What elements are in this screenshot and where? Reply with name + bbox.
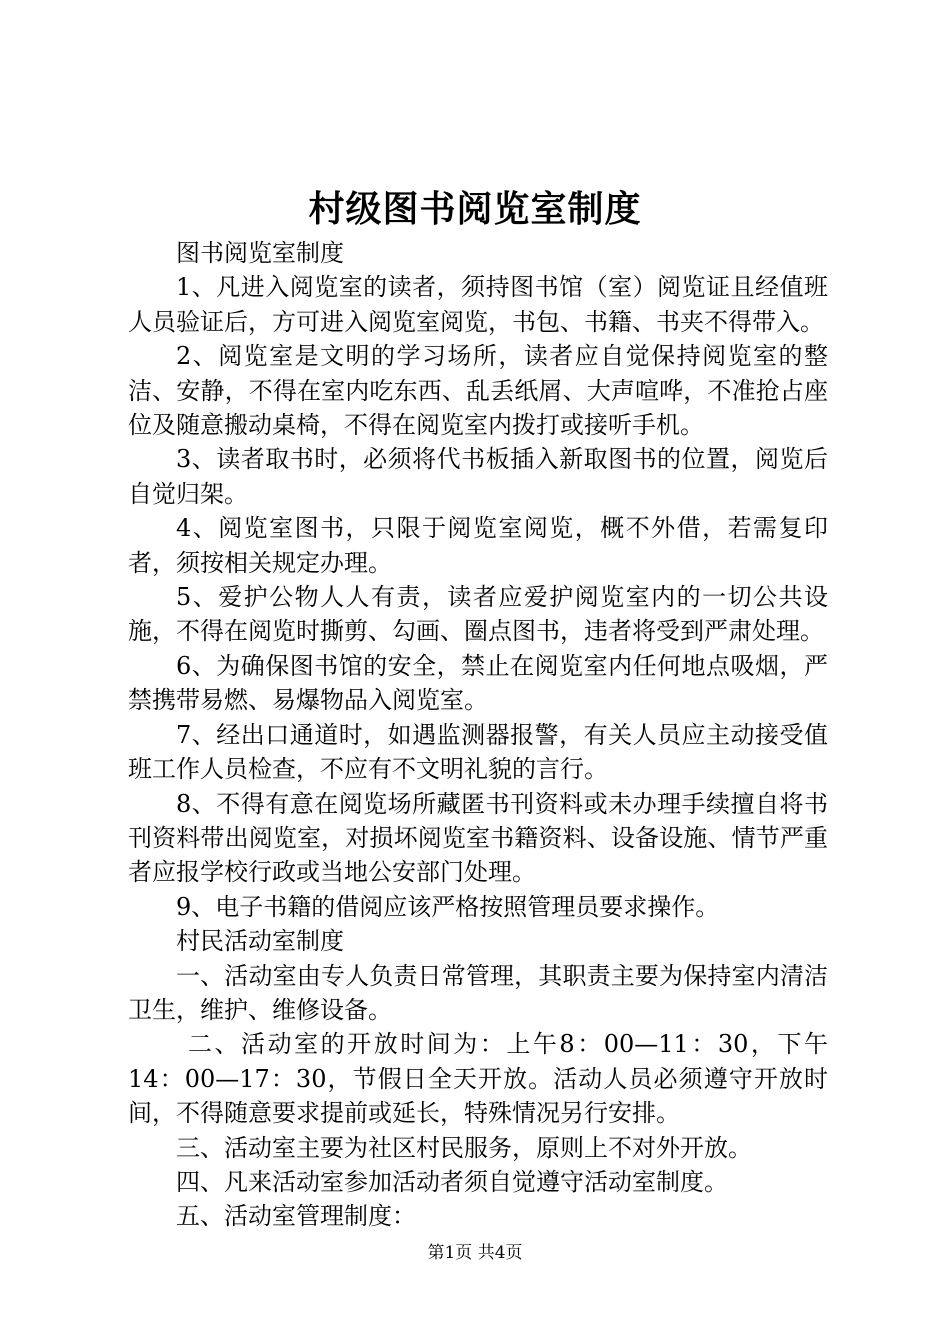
section-heading-activity-room: 村民活动室制度 (176, 927, 344, 956)
paragraph: 4、阅览室图书，只限于阅览室阅览，概不外借，若需复印者，须按相关规定办理。 (128, 514, 828, 577)
paragraph: 7、经出口通道时，如遇监测器报警，有关人员应主动接受值班工作人员检查，不应有不文明礼貌的言行。 (128, 720, 828, 784)
paragraph: 3、读者取书时，必须将代书板插入新取图书的位置，阅览后自觉归架。 (128, 445, 828, 508)
section-heading-reading-room: 图书阅览室制度 (176, 239, 344, 267)
paragraph: 8、不得有意在阅览场所藏匿书刊资料或未办理手续擅自将书刊资料带出阅览室，对损坏阅览室书籍资料、设备设施、情节严重者应报学校行政或当地公安部门处理。 (128, 789, 828, 887)
page-number-footer: 第1页 共4页 (427, 1243, 523, 1263)
document-body (128, 236, 828, 1234)
paragraph: 1、凡进入阅览室的读者，须持图书馆（室）阅览证且经值班人员验证后，方可进入阅览室阅览，书包、书籍、书夹不得带入。 (128, 273, 828, 336)
paragraph: 9、电子书籍的借阅应该严格按照管理员要求操作。 (176, 892, 720, 921)
paragraph: 五、活动室管理制度： (176, 1202, 416, 1231)
paragraph: 二、活动室的开放时间为：上午8：00—11：30，下午14：00—17：30，节假日全天开放。活动人员必须遵守开放时间，不得随意要求提前或延长，特殊情况另行安排。 (128, 1030, 828, 1128)
paragraph: 三、活动室主要为社区村民服务，原则上不对外开放。 (176, 1133, 752, 1162)
paragraph: 一、活动室由专人负责日常管理，其职责主要为保持室内清洁卫生，维护、维修设备。 (128, 961, 828, 1024)
paragraph: 5、爱护公物人人有责，读者应爱护阅览室内的一切公共设施，不得在阅览时撕剪、勾画、圈点图书，违者将受到严肃处理。 (128, 583, 828, 646)
paragraph: 2、阅览室是文明的学习场所，读者应自觉保持阅览室的整洁、安静，不得在室内吃东西、乱丢纸屑、大声喧哗，不准抢占座位及随意搬动桌椅，不得在阅览室内拨打或接听手机。 (128, 342, 828, 440)
paragraph: 四、凡来活动室参加活动者须自觉遵守活动室制度。 (176, 1167, 728, 1196)
paragraph: 6、为确保图书馆的安全，禁止在阅览室内任何地点吸烟，严禁携带易燃、易爆物品入阅览室。 (128, 651, 828, 715)
document-title: 村级图书阅览室制度 (308, 188, 642, 230)
